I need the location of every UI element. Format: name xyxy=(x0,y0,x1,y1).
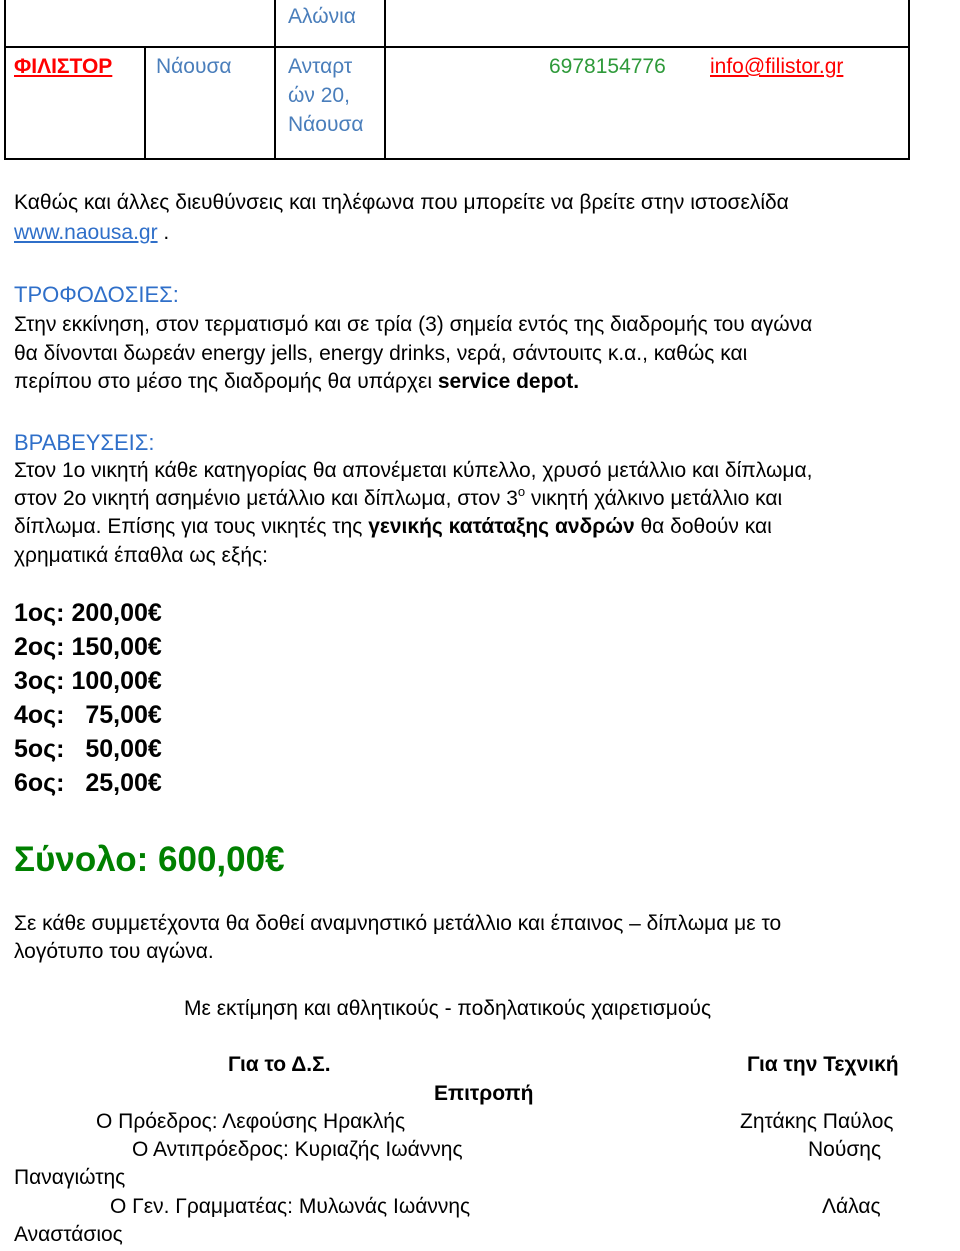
prize-item xyxy=(14,766,162,800)
prize-amount: 75,00€ xyxy=(64,701,162,729)
prize-amount: 150,00€ xyxy=(64,633,162,661)
intro-line: Καθώς και άλλες διευθύνσεις και τηλέφωνα που μπορείτε να βρείτε στην ιστοσελίδα xyxy=(14,191,789,214)
general-ranking-text: γενικής κατάταξης ανδρών xyxy=(368,515,635,538)
table-right-border xyxy=(908,0,910,160)
supplies-line: θα δίνονται δωρεάν energy jells, energy drinks, νερά, σάντουιτς κ.α., καθώς και xyxy=(14,342,748,365)
prize-total: Σύνολο: 600,00€ xyxy=(14,840,285,879)
closing-greeting: Με εκτίμηση και αθλητικούς - ποδηλατικούς χαιρετισμούς xyxy=(184,997,712,1020)
medal-note-line: λογότυπο του αγώνα. xyxy=(14,940,214,963)
signature-heading-committee xyxy=(434,1079,533,1108)
supplies-line: Στην εκκίνηση, στον τερματισμό και σε τρία (3) σημεία εντός της διαδρομής του αγώνα xyxy=(14,313,813,336)
table-cell-city: Νάουσα xyxy=(156,55,232,78)
prize-place: 5ος: xyxy=(14,735,65,763)
prize-item xyxy=(14,664,162,698)
address-line: Ανταρτ xyxy=(288,55,353,78)
intro-link-line xyxy=(14,218,169,247)
table-cell-phone: 6978154776 xyxy=(549,55,666,78)
supplies-text: περίπου στο μέσο της διαδρομής θα υπάρχει xyxy=(14,370,438,393)
board-heading: Για το Δ.Σ. xyxy=(228,1053,331,1076)
club-name-link[interactable]: ΦΙΛΙΣΤΟΡ xyxy=(14,55,113,78)
technical-member: Ζητάκης Παύλος xyxy=(740,1110,894,1133)
awards-line: χρηματικά έπαθλα ως εξής: xyxy=(14,544,268,567)
signature-heading-board xyxy=(228,1050,331,1079)
address-line: Νάουσα xyxy=(288,113,364,136)
awards-text: νικητή χάλκινο μετάλλιο και xyxy=(525,487,783,510)
prize-item xyxy=(14,596,162,630)
president-line: Ο Πρόεδρος: Λεφούσης Ηρακλής xyxy=(96,1110,406,1133)
technical-member: Νούσης xyxy=(808,1138,882,1161)
prize-place: 6ος: xyxy=(14,769,65,797)
awards-line xyxy=(14,484,782,513)
technical-member: Λάλας xyxy=(822,1195,881,1218)
supplies-line xyxy=(14,367,579,396)
medal-note-line: Σε κάθε συμμετέχοντα θα δοθεί αναμνηστικό μετάλλιο και έπαινος – δίπλωμα με το xyxy=(14,912,782,935)
website-link[interactable]: www.naousa.gr xyxy=(14,221,158,244)
awards-heading: ΒΡΑΒΕΥΣΕΙΣ: xyxy=(14,430,155,455)
secretary-line: Ο Γεν. Γραμματέας: Μυλωνάς Ιωάννης xyxy=(110,1195,471,1218)
prize-place: 2ος: xyxy=(14,633,65,661)
prize-place: 3ος: xyxy=(14,667,65,695)
table-divider xyxy=(4,46,910,48)
table-col-divider xyxy=(384,0,386,160)
prize-amount: 50,00€ xyxy=(64,735,162,763)
prize-place: 4ος: xyxy=(14,701,65,729)
vice-president-wrap: Παναγιώτης xyxy=(14,1166,126,1189)
ordinal-superscript: ο xyxy=(517,484,526,499)
table-cell-email[interactable] xyxy=(710,52,843,81)
supplies-heading: ΤΡΟΦΟΔΟΣΙΕΣ: xyxy=(14,282,179,307)
awards-text: δίπλωμα. Επίσης για τους νικητές της xyxy=(14,515,369,538)
prize-item xyxy=(14,630,162,664)
secretary-wrap: Αναστάσιος xyxy=(14,1223,123,1246)
prize-amount: 200,00€ xyxy=(64,599,162,627)
intro-punct: . xyxy=(157,221,170,244)
address-line: ών 20, xyxy=(288,84,350,107)
awards-line: Στον 1ο νικητή κάθε κατηγορίας θα απονέμεται κύπελλο, χρυσό μετάλλιο και δίπλωμα, xyxy=(14,459,813,482)
table-col-divider xyxy=(144,46,146,160)
awards-text: στον 2ο νικητή ασημένιο μετάλλιο και δίπλωμα, στον 3 xyxy=(14,487,518,510)
prize-place: 1ος: xyxy=(14,599,65,627)
prize-item xyxy=(14,732,162,766)
table-cell-name[interactable] xyxy=(14,52,112,81)
email-link[interactable]: info@filistor.gr xyxy=(710,55,844,78)
table-bottom-border xyxy=(4,158,910,160)
table-col-divider xyxy=(274,0,276,160)
prize-amount: 25,00€ xyxy=(64,769,162,797)
committee-heading: Επιτροπή xyxy=(434,1082,534,1105)
prize-list xyxy=(14,596,162,800)
service-depot-text: service depot. xyxy=(437,370,580,393)
table-cell-address xyxy=(288,52,364,139)
awards-text: θα δοθούν και xyxy=(634,515,772,538)
technical-heading: Για την Τεχνική xyxy=(747,1053,899,1076)
table-cell-city-top: Αλώνια xyxy=(288,5,356,28)
prize-item xyxy=(14,698,162,732)
signature-heading-technical xyxy=(747,1050,899,1079)
awards-line xyxy=(14,512,772,541)
contact-table xyxy=(4,0,910,160)
table-left-border xyxy=(4,0,6,160)
prize-amount: 100,00€ xyxy=(64,667,162,695)
vice-president-line: Ο Αντιπρόεδρος: Κυριαζής Ιωάννης xyxy=(132,1138,463,1161)
